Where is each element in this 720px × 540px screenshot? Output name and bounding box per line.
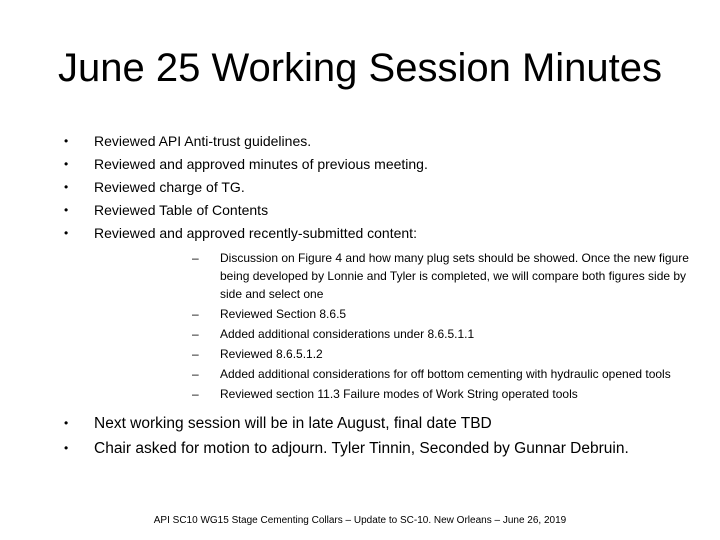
sub-bullet-text: Added additional considerations under 8.6.5.1.1	[220, 327, 475, 341]
bullet-item	[0, 411, 720, 436]
sub-bullet-item	[94, 325, 720, 343]
bullet-item	[0, 153, 720, 176]
sub-bullet-item	[94, 345, 720, 363]
bullet-marker: •	[64, 134, 69, 148]
bullet-text: Reviewed Table of Contents	[94, 202, 269, 218]
sub-bullet-text: Discussion on Figure 4 and how many plug sets should be showed. Once the new figure being developed by Lonnie and Tyler is completed, we will compare both figures side by side and select one	[220, 251, 689, 301]
bullet-marker: •	[64, 416, 69, 430]
bullet-text: Chair asked for motion to adjourn. Tyler Tinnin, Seconded by Gunnar Debruin.	[94, 440, 629, 457]
bullet-marker: •	[64, 226, 69, 240]
bullet-item	[0, 436, 720, 461]
dash-marker: –	[192, 387, 199, 401]
sub-bullet-item	[94, 365, 720, 383]
slide-footer: API SC10 WG15 Stage Cementing Collars – Update to SC-10. New Orleans – June 26, 2019	[153, 515, 567, 526]
sub-bullet-text: Added additional considerations for off bottom cementing with hydraulic opened tools	[220, 367, 671, 381]
dash-marker: –	[192, 251, 199, 265]
dash-marker: –	[192, 367, 199, 381]
bullet-marker: •	[64, 180, 69, 194]
sub-bullet-text: Reviewed Section 8.6.5	[220, 307, 347, 321]
bullet-item	[0, 176, 720, 199]
bullet-marker: •	[64, 157, 69, 171]
bullet-item	[0, 222, 720, 403]
sub-bullet-item	[94, 249, 720, 303]
bullet-text: Reviewed charge of TG.	[94, 179, 245, 195]
sub-bullet-item	[94, 385, 720, 403]
bullet-marker: •	[64, 441, 69, 455]
bullet-item	[0, 199, 720, 222]
bullet-text: Reviewed and approved recently-submitted content:	[94, 225, 417, 241]
sub-bullet-item	[94, 305, 720, 323]
dash-marker: –	[192, 327, 199, 341]
bullet-marker: •	[64, 203, 69, 217]
bullet-text: Reviewed and approved minutes of previous meeting.	[94, 156, 428, 172]
dash-marker: –	[192, 307, 199, 321]
bullet-list	[0, 130, 720, 461]
sub-bullet-text: Reviewed 8.6.5.1.2	[220, 347, 323, 361]
slide-title: June 25 Working Session Minutes	[57, 46, 663, 90]
sub-bullet-list	[94, 249, 720, 403]
bullet-text: Next working session will be in late August, final date TBD	[94, 415, 492, 432]
dash-marker: –	[192, 347, 199, 361]
bullet-item	[0, 130, 720, 153]
bullet-text: Reviewed API Anti-trust guidelines.	[94, 133, 312, 149]
sub-bullet-text: Reviewed section 11.3 Failure modes of Work String operated tools	[220, 387, 578, 401]
